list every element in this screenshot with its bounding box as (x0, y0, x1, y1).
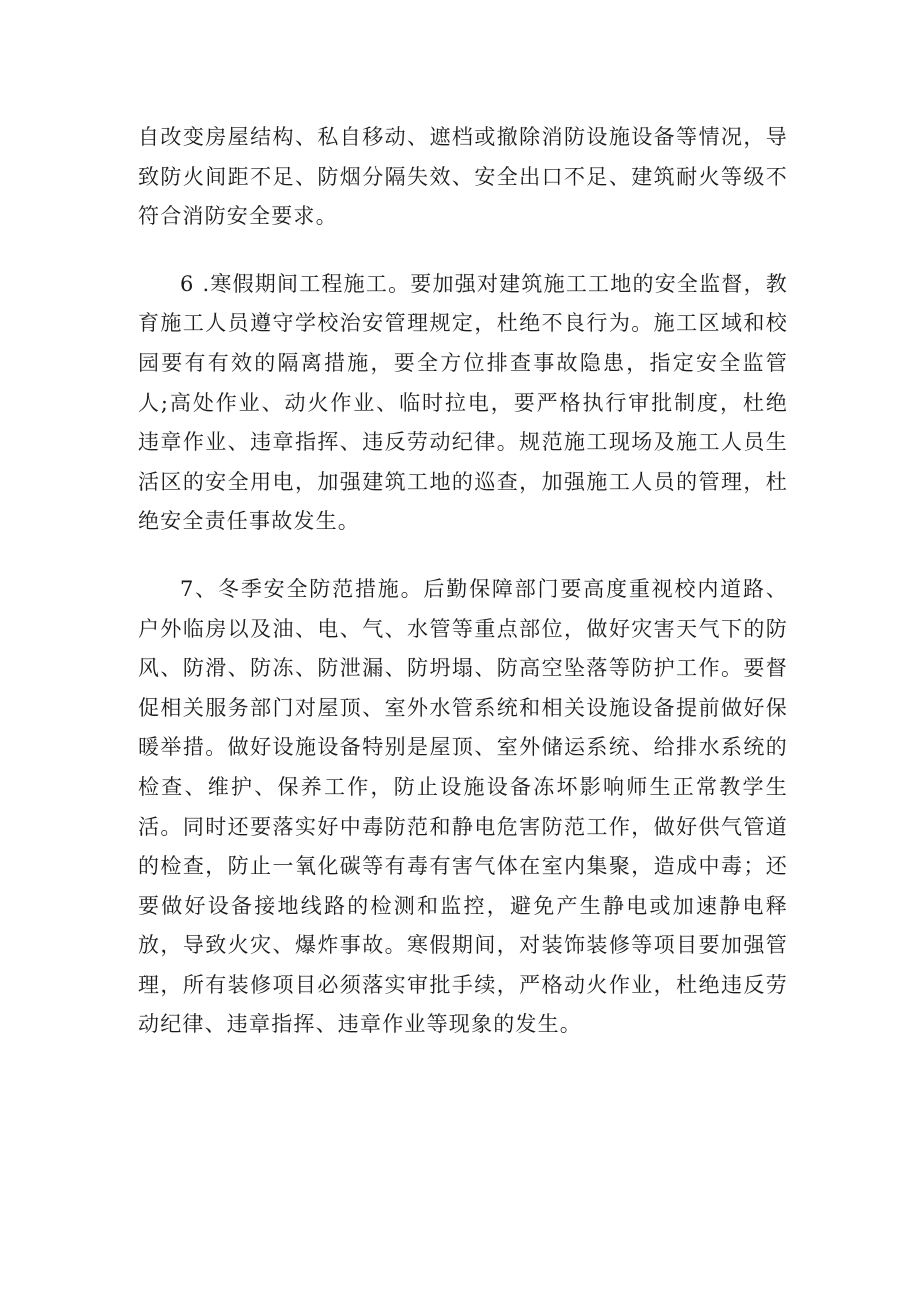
document-body (138, 118, 788, 1045)
paragraph-winter-safety-measures: 7、冬季安全防范措施。后勤保障部门要高度重视校内道路、户外临房以及油、电、气、水管等重点部位，做好灾害天气下的防风、防滑、防冻、防泄漏、防坍塌、防高空坠落等防护工作。要督促相关服务部门对屋顶、室外水管系统和相关设施设备提前做好保暖举措。做好设施设备特别是屋顶、室外储运系统、给排水系统的检查、维护、保养工作，防止设施设备冻坏影响师生正常教学生活。同时还要落实好中毒防范和静电危害防范工作，做好供气管道的检查，防止一氧化碳等有毒有害气体在室内集聚，造成中毒；还要做好设备接地线路的检测和监控，避免产生静电或加速静电释放，导致火灾、爆炸事故。寒假期间，对装饰装修等项目要加强管理，所有装修项目必须落实审批手续，严格动火作业，杜绝违反劳动纪律、违章指挥、违章作业等现象的发生。 (138, 576, 788, 1037)
paragraph-fire-safety-continuation: 自改变房屋结构、私自移动、遮档或撤除消防设施设备等情况，导致防火间距不足、防烟分隔失效、安全出口不足、建筑耐火等级不符合消防安全要求。 (138, 125, 788, 229)
paragraph-winter-construction: 6 .寒假期间工程施工。要加强对建筑施工工地的安全监督，教育施工人员遵守学校治安管理规定，杜绝不良行为。施工区域和校园要有有效的隔离措施，要全方位排查事故隐患，指定安全监管人;高处作业、动火作业、临时拉电，要严格执行审批制度，杜绝违章作业、违章指挥、违反劳动纪律。规范施工现场及施工人员生活区的安全用电，加强建筑工地的巡查，加强施工人员的管理，杜绝安全责任事故发生。 (138, 271, 788, 534)
